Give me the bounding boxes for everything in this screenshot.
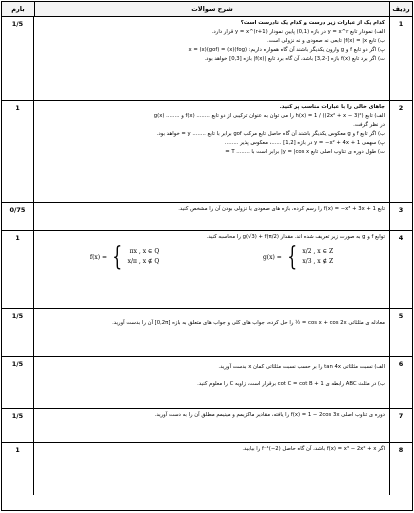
- g-case: x/3 , x ∉ Z: [302, 258, 334, 265]
- question-score: 1/5: [2, 357, 34, 408]
- question-row-2: [2, 101, 412, 203]
- question-number: 1: [398, 20, 404, 28]
- question-score: 1: [2, 101, 34, 202]
- question-line: توابع f و g به صورت زیر تعریف شده اند. مقدار g(√3) + f(π/2) را محاسبه کنید.: [206, 234, 385, 240]
- exam-sheet: [1, 1, 413, 511]
- question-line: اگر f(x) = x³ − 2x² + x باشد، آن گاه حاصل f⁻¹(−2) را بیابید.: [242, 446, 385, 452]
- question-score: 1: [2, 443, 34, 495]
- question-text: [34, 203, 390, 230]
- question-text: [34, 409, 390, 442]
- question-line: در نظر گرفت.: [353, 122, 385, 128]
- question-row-8: [2, 443, 412, 495]
- question-line: کدام یک از عبارات زیر درست و کدام یک نادرست است؟: [240, 20, 385, 26]
- question-line: تابع f(x) = −x³ + 3x + 1 را رسم کرده، بازه های صعودی یا نزولی بودن آن را مشخص کنید.: [178, 206, 385, 212]
- question-score: 1: [2, 231, 34, 308]
- question-line: پ) سهمی y = −x² + 4x + 1 در بازه [1,2] ......، معکوس پذیر ........: [224, 140, 385, 146]
- question-line: دوره ی تناوب اصلی f(x) = 1 − 2cos 3x را یافته، مقادیر ماکزیمم و مینیمم مطلق آن را به دست آورید.: [154, 412, 385, 418]
- question-line: ب) اگر تابع f و g معکوس یکدیگر باشند آن گاه حاصل تابع مرکب gof برابر با تابع ........ y = خواهد بود.: [156, 131, 385, 137]
- question-score: 1/5: [2, 309, 34, 356]
- question-number: 3: [398, 206, 404, 214]
- question-row-7: [2, 409, 412, 443]
- question-text: [34, 309, 390, 356]
- question-text: [34, 101, 390, 202]
- question-line: پ) اگر دو تابع f و g وارون یکدیگر باشند آن گاه همواره داریم: (fog)(x) = (gof)(x) = x: [188, 47, 385, 53]
- question-line: ب) تابع f(x) = |x| تابعی نه صعودی و نه نزولی است.: [266, 38, 385, 44]
- question-line: ت) طول دوره ی تناوب اصلی تابع y = |cos x| برابر است با ........ T =: [225, 149, 385, 155]
- header-row: ردیف: [392, 5, 410, 13]
- question-score: 1/5: [2, 17, 34, 100]
- question-number: 2: [398, 104, 404, 112]
- question-score: 0/75: [2, 203, 34, 230]
- g-piecewise: g(x) = { x/2 , x ∈ Z x/3 , x ∉ Z: [262, 242, 334, 272]
- question-score: 1/5: [2, 409, 34, 442]
- question-line: الف) نسبت مثلثاتی tan 4x را بر حسب نسبت مثلثاتی کمان x بدست آورید.: [218, 364, 385, 370]
- f-piecewise: f(x) = { πx , x ∈ Q x/π , x ∉ Q: [89, 242, 160, 272]
- question-row-1: [2, 17, 412, 101]
- question-text: [34, 357, 390, 408]
- header-score: بارم: [2, 2, 35, 16]
- question-number: 4: [398, 234, 404, 242]
- table-header: [2, 2, 412, 17]
- question-line: جاهای خالی را با عبارات مناسب پر کنید.: [279, 104, 385, 110]
- question-text: [34, 17, 390, 100]
- question-number: 8: [398, 446, 404, 454]
- question-number: 5: [398, 312, 404, 320]
- piecewise-definitions: [38, 244, 385, 270]
- g-case: x/2 , x ∈ Z: [302, 248, 334, 255]
- question-row-3: [2, 203, 412, 231]
- question-text: [34, 443, 390, 495]
- question-row-6: [2, 357, 412, 409]
- question-line: ب) در مثلث ABC رابطه ی cot C = cot B + 1 برقرار است، زاویه C را معلوم کنید.: [197, 381, 385, 387]
- header-questions: شرح سوالات: [35, 2, 390, 16]
- f-case: πx , x ∈ Q: [129, 248, 160, 255]
- question-text: [34, 231, 390, 308]
- question-line: الف) نمودار تابع y = x^r در بازه (0,1) پایین نمودار y = x^(r+1) قرار دارد.: [211, 29, 385, 35]
- question-row-4: [2, 231, 412, 309]
- question-number: 6: [398, 360, 404, 368]
- question-line: ت) اگر برد تابع f(x) بازه [-3,2] باشد، آن گاه برد تابع |f(x)| بازه [0,3] خواهد بود.: [204, 56, 385, 62]
- question-number: 7: [398, 412, 404, 420]
- question-row-5: [2, 309, 412, 357]
- question-line: الف) تابع h(x) = 1 / ((2x² + x − 3)²) را می توان به عنوان ترکیبی از دو تابع ........ f(x) و ........ g(x): [153, 113, 385, 119]
- f-case: x/π , x ∉ Q: [127, 258, 160, 265]
- question-line: معادله ی مثلثاتی cos x + cos 2x = ½ را حل کرده، جواب های کلی و جواب های متعلق به بازه [0,2π] آن را بدست آورید.: [112, 320, 385, 326]
